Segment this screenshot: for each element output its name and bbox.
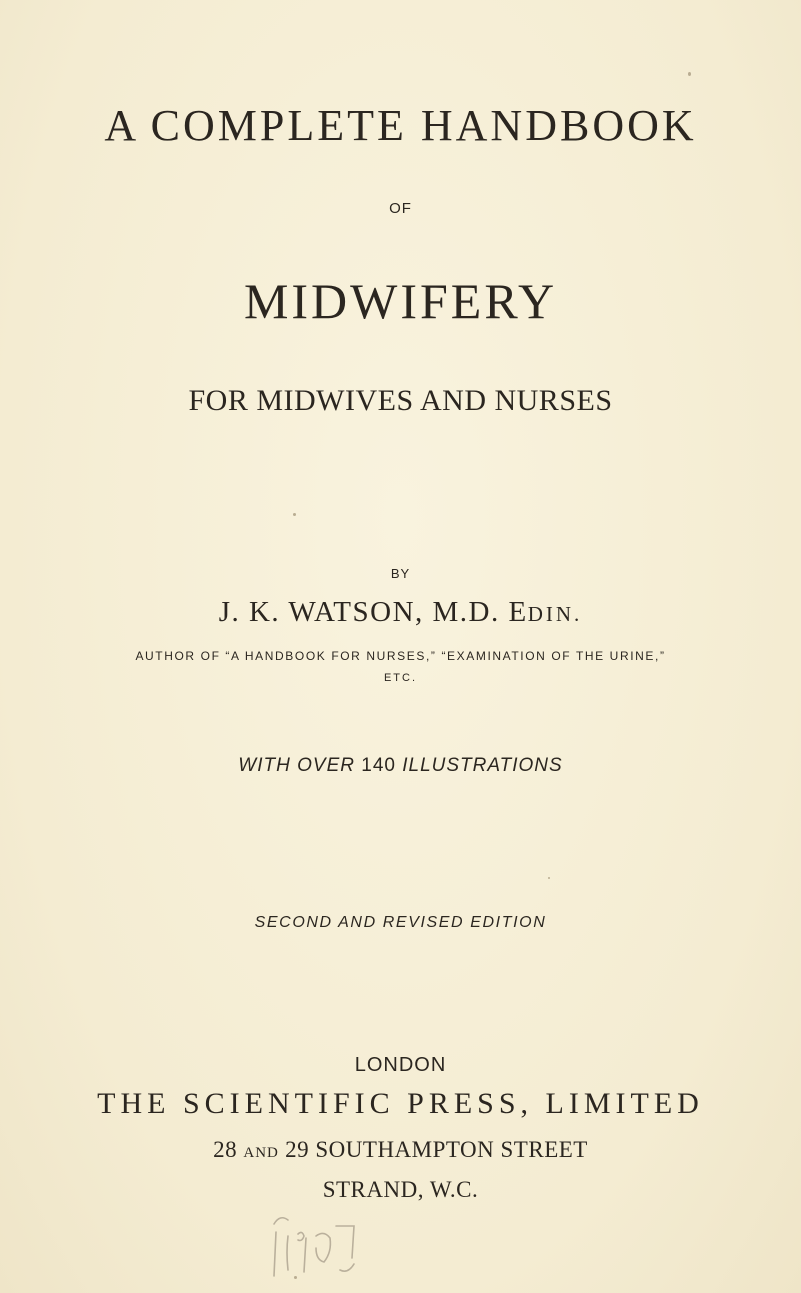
imprint-street-number: 28 — [213, 1137, 238, 1162]
imprint-street-rest: 29 SOUTHAMPTON STREET — [285, 1137, 588, 1162]
author-degree-initial: E — [508, 596, 528, 628]
by-line: BY — [390, 566, 411, 581]
imprint-place: STRAND, W.C. — [322, 1177, 479, 1202]
author-name-text: J. K. WATSON, M.D. — [218, 596, 500, 628]
author-other-works: AUTHOR OF “A HANDBOOK FOR NURSES,” “EXAMINATION OF THE URINE,” — [135, 649, 666, 663]
library-stamp-mark — [258, 1212, 368, 1284]
illustrations-note — [0, 755, 801, 777]
paper-speck — [293, 513, 296, 516]
book-title-line-1: A COMPLETE HANDBOOK — [104, 101, 697, 150]
book-title-line-2: MIDWIFERY — [243, 273, 558, 329]
illustrations-count: 140 — [361, 755, 396, 776]
illustrations-suffix: ILLUSTRATIONS — [402, 755, 563, 776]
author-name — [0, 596, 801, 629]
edition-note: SECOND AND REVISED EDITION — [254, 914, 547, 931]
imprint-street-and: AND — [243, 1145, 279, 1161]
author-other-works-etc: ETC. — [383, 672, 418, 684]
paper-speck — [688, 72, 691, 76]
book-subtitle: FOR MIDWIVES AND NURSES — [188, 384, 613, 417]
imprint-publisher: THE SCIENTIFIC PRESS, LIMITED — [97, 1087, 704, 1120]
paper-speck — [548, 877, 550, 879]
imprint-city: LONDON — [354, 1054, 447, 1076]
author-degree-rest: DIN. — [527, 602, 583, 626]
paper-speck — [294, 1276, 297, 1279]
illustrations-prefix: WITH OVER — [238, 755, 355, 776]
title-connector: OF — [389, 200, 412, 217]
imprint-street — [0, 1137, 801, 1163]
